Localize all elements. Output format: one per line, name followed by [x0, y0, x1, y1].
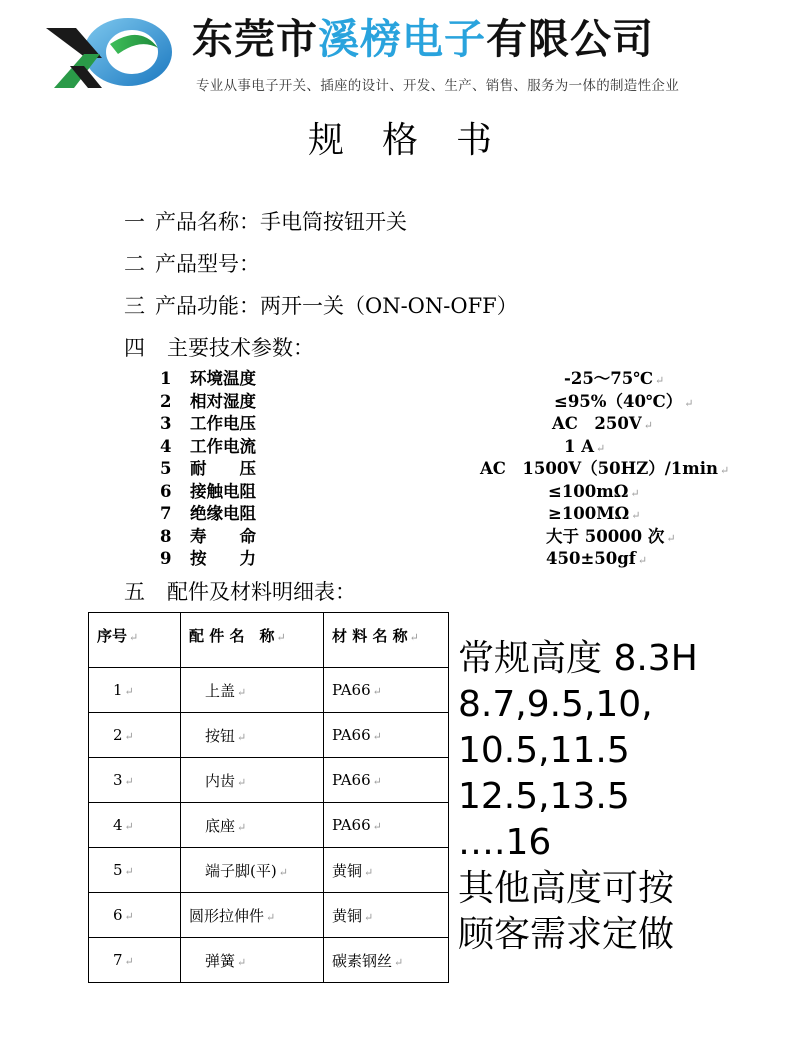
table-cell: 4 ↵	[89, 803, 181, 848]
table-cell: PA66 ↵	[324, 713, 449, 758]
table-row	[89, 758, 449, 803]
tech-params-list	[160, 368, 730, 571]
height-note-line: 顾客需求定做	[458, 914, 675, 955]
table-row	[89, 893, 449, 938]
param-row	[160, 391, 720, 414]
param-value: AC 250V ↵	[552, 414, 653, 433]
section-product-function	[124, 292, 518, 320]
parts-materials-table	[88, 612, 449, 983]
param-value: ≤100mΩ ↵	[548, 481, 640, 501]
table-cell: 3 ↵	[89, 758, 181, 803]
table-cell: PA66 ↵	[324, 668, 449, 713]
table-row	[89, 938, 449, 983]
param-number: 8	[160, 526, 172, 546]
table-cell: 6 ↵	[89, 893, 181, 938]
section-tech-params	[124, 334, 314, 362]
param-label: 工作电流	[190, 436, 256, 456]
param-number: 7	[160, 504, 172, 523]
section-number: 五	[124, 580, 145, 604]
height-note-line: 10.5,11.5	[458, 730, 630, 771]
section-text: 主要技术参数：	[167, 336, 314, 360]
param-value: 大于 50000 次 ↵	[546, 526, 676, 546]
param-row	[160, 503, 720, 526]
param-row	[160, 368, 720, 391]
table-cell: 5 ↵	[89, 848, 181, 893]
height-note	[458, 636, 758, 958]
company-name-part3: 有限公司	[486, 15, 654, 63]
param-number: 3	[160, 414, 172, 433]
company-name-part1: 东莞市	[192, 15, 318, 63]
param-row	[160, 526, 720, 549]
table-cell: PA66 ↵	[324, 803, 449, 848]
table-cell: PA66 ↵	[324, 758, 449, 803]
section-number: 一	[124, 210, 145, 234]
section-number: 四	[124, 336, 145, 360]
param-value: ≥100MΩ ↵	[548, 504, 641, 523]
param-value: -25～75℃ ↵	[564, 369, 665, 388]
param-label: 耐 压	[190, 459, 256, 478]
param-value: AC 1500V（50HZ）/1min ↵	[480, 459, 730, 478]
section-text: 产品型号：	[155, 252, 260, 276]
section-product-name	[124, 208, 407, 236]
company-name-part2: 溪榜电子	[318, 15, 486, 63]
param-label: 接触电阻	[190, 481, 256, 501]
table-cell: 黄铜 ↵	[324, 893, 449, 938]
section-product-model	[124, 250, 260, 278]
table-cell: 7 ↵	[89, 938, 181, 983]
param-number: 9	[160, 549, 172, 568]
table-cell: 按钮 ↵	[181, 713, 324, 758]
table-header-cell: 序号 ↵	[89, 613, 181, 668]
param-label: 工作电压	[190, 414, 256, 433]
param-number: 1	[160, 369, 172, 388]
param-label: 环境温度	[190, 369, 256, 388]
table-cell: 1 ↵	[89, 668, 181, 713]
table-cell: 碳素钢丝 ↵	[324, 938, 449, 983]
section-text: 配件及材料明细表：	[167, 580, 356, 604]
company-name	[192, 14, 654, 64]
param-value: ≤95%（40℃） ↵	[554, 391, 694, 411]
height-note-line: 其他高度可按	[458, 868, 675, 909]
table-cell: 圆形拉伸件 ↵	[181, 893, 324, 938]
section-number: 三	[124, 294, 145, 318]
table-cell: 黄铜 ↵	[324, 848, 449, 893]
table-row	[89, 713, 449, 758]
height-note-line: ….16	[458, 822, 552, 863]
param-label: 寿 命	[190, 526, 256, 546]
param-value: 1 A ↵	[564, 436, 606, 456]
height-note-line: 常规高度 8.3H	[458, 638, 698, 679]
table-row	[89, 668, 449, 713]
table-cell: 底座 ↵	[181, 803, 324, 848]
table-header-cell: 材 料 名 称 ↵	[324, 613, 449, 668]
xb-logo-icon	[40, 14, 180, 94]
param-row	[160, 481, 720, 504]
param-row	[160, 548, 720, 571]
table-header-row	[89, 613, 449, 668]
param-number: 2	[160, 391, 172, 411]
param-value: 450±50gf ↵	[546, 549, 648, 568]
section-text: 产品名称：手电筒按钮开关	[155, 210, 407, 234]
height-note-line: 12.5,13.5	[458, 776, 630, 817]
company-slogan: 专业从事电子开关、插座的设计、开发、生产、销售、服务为一体的制造性企业	[196, 78, 679, 94]
param-row	[160, 436, 720, 459]
param-number: 4	[160, 436, 172, 456]
param-label: 相对湿度	[190, 391, 256, 411]
table-cell: 上盖 ↵	[181, 668, 324, 713]
table-cell: 弹簧 ↵	[181, 938, 324, 983]
param-number: 5	[160, 459, 172, 478]
table-cell: 端子脚(平) ↵	[181, 848, 324, 893]
document-title: 规格书	[307, 120, 530, 161]
table-header-cell: 配 件 名 称 ↵	[181, 613, 324, 668]
section-text: 产品功能：两开一关（ON-ON-OFF）	[155, 294, 518, 318]
table-row	[89, 848, 449, 893]
param-label: 按 力	[190, 549, 256, 568]
table-cell: 2 ↵	[89, 713, 181, 758]
table-cell: 内齿 ↵	[181, 758, 324, 803]
section-parts-materials	[124, 578, 356, 606]
table-row	[89, 803, 449, 848]
param-label: 绝缘电阻	[190, 504, 256, 523]
param-row	[160, 413, 720, 436]
height-note-line: 8.7,9.5,10,	[458, 684, 653, 725]
param-number: 6	[160, 481, 172, 501]
param-row	[160, 458, 730, 481]
section-number: 二	[124, 252, 145, 276]
